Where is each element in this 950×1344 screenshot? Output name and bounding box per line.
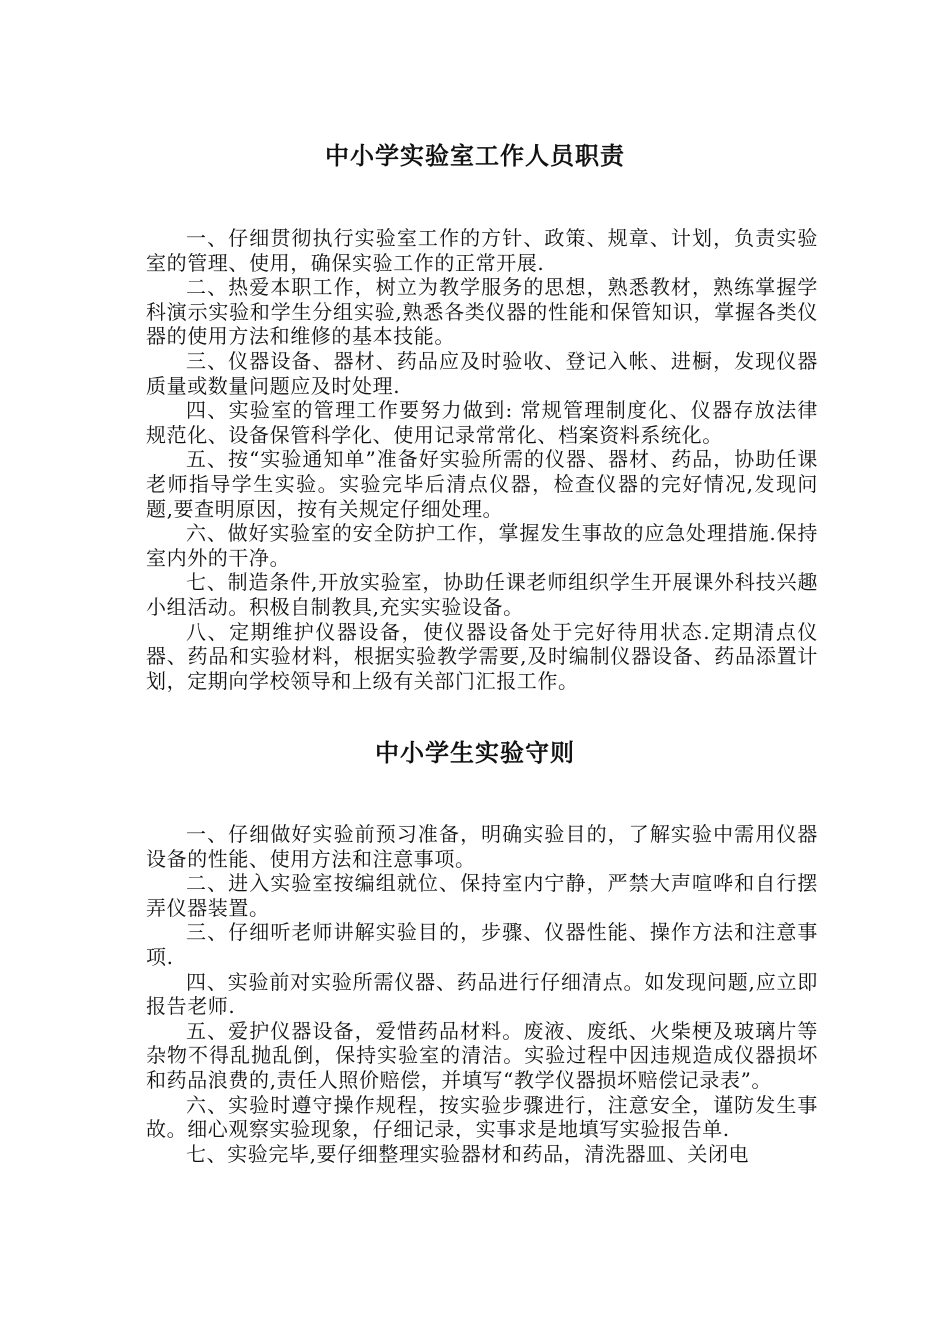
duty-paragraph-1: 一、仔细贯彻执行实验室工作的方针、政策、规章、计划，负责实验室的管理、使用，确保实验工作的正常开展. [146,226,818,275]
rule-paragraph-7: 七、实验完毕,要仔细整理实验器材和药品，清洗器皿、关闭电 [186,1141,750,1166]
rule-paragraph-1: 一、仔细做好实验前预习准备，明确实验目的，了解实验中需用仪器设备的性能、使用方法和注意事项。 [146,822,818,871]
document-title-staff-duties: 中小学实验室工作人员职责 [325,142,625,170]
duty-paragraph-5: 五、按“实验通知单”准备好实验所需的仪器、器材、药品，协助任课老师指导学生实验。实验完毕后清点仪器，检查仪器的完好情况,发现问题,要查明原因，按有关规定仔细处理。 [146,447,818,521]
rule-paragraph-6: 六、实验时遵守操作规程，按实验步骤进行，注意安全，谨防发生事故。细心观察实验现象，仔细记录，实事求是地填写实验报告单. [146,1092,818,1142]
duty-paragraph-2: 二、热爱本职工作，树立为教学服务的思想，熟悉教材，熟练掌握学科演示实验和学生分组实验,熟悉各类仪器的性能和保管知识，掌握各类仪器的使用方法和维修的基本技能。 [146,275,818,349]
rule-paragraph-4: 四、实验前对实验所需仪器、药品进行仔细清点。如发现问题,应立即报告老师. [146,969,818,1019]
duty-paragraph-8: 八、定期维护仪器设备，使仪器设备处于完好待用状态.定期清点仪器、药品和实验材料，根据实验教学需要,及时编制仪器设备、药品添置计划，定期向学校领导和上级有关部门汇报工作。 [146,619,818,693]
duty-paragraph-3: 三、仪器设备、器材、药品应及时验收、登记入帐、进橱，发现仪器质量或数量问题应及时处理. [146,348,818,398]
student-rules-section [146,822,818,1166]
rule-paragraph-3: 三、仔细听老师讲解实验目的，步骤、仪器性能、操作方法和注意事项. [146,920,818,969]
rule-paragraph-5: 五、爱护仪器设备，爱惜药品材料。废液、废纸、火柴梗及玻璃片等杂物不得乱抛乱倒，保持实验室的清洁。实验过程中因违规造成仪器损坏和药品浪费的,责任人照价赔偿，并填写“教学仪器损坏赔偿记录表”。 [146,1018,818,1092]
staff-duties-section [146,226,818,693]
rule-paragraph-2: 二、进入实验室按编组就位、保持室内宁静，严禁大声喧哗和自行摆弄仪器装置。 [146,871,818,920]
duty-paragraph-6: 六、做好实验室的安全防护工作，掌握发生事故的应急处理措施.保持室内外的干净。 [146,521,818,570]
document-title-student-rules: 中小学生实验守则 [375,739,575,767]
duty-paragraph-4: 四、实验室的管理工作要努力做到: 常规管理制度化、仪器存放法律规范化、设备保管科学化、使用记录常常化、档案资料系统化。 [146,398,818,447]
duty-paragraph-7: 七、制造条件,开放实验室，协助任课老师组织学生开展课外科技兴趣小组活动。积极自制教具,充实实验设备。 [146,570,818,619]
